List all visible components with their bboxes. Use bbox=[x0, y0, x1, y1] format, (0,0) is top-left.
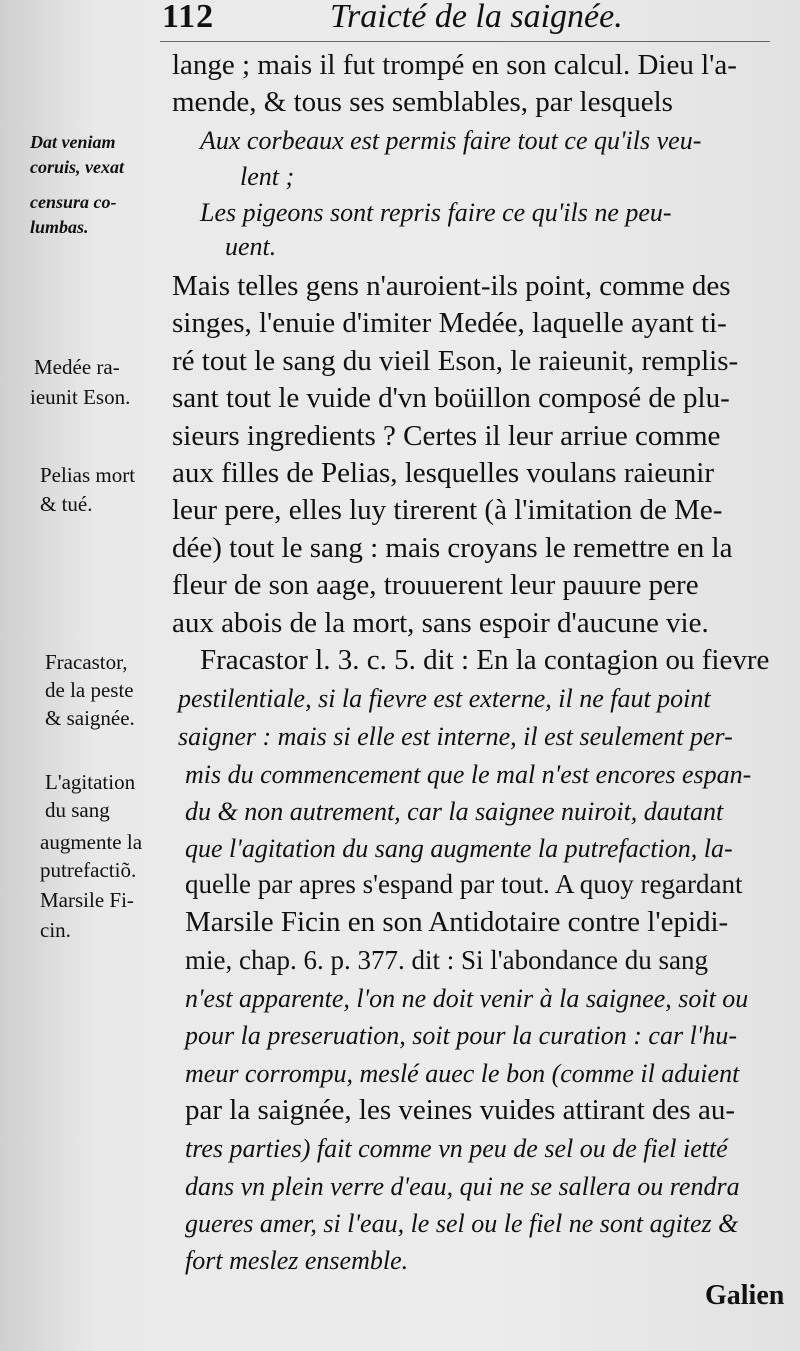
margin-note: Dat veniam bbox=[30, 132, 116, 152]
text-line: par la saignée, les veines vuides attirant des au- bbox=[185, 1094, 735, 1126]
margin-note: & tué. bbox=[40, 492, 93, 516]
italic-line: fort meslez ensemble. bbox=[185, 1246, 409, 1275]
running-title: Traicté de la saignée. bbox=[330, 0, 623, 35]
italic-line: tres parties) fait comme vn peu de sel ou de fiel ietté bbox=[185, 1134, 728, 1163]
margin-note: & saignée. bbox=[45, 706, 135, 730]
catchword: Galien bbox=[705, 1280, 785, 1311]
text-line: mende, & tous ses semblables, par lesquels bbox=[172, 86, 673, 118]
text-line: dée) tout le sang : mais croyans le remettre en la bbox=[172, 532, 733, 564]
text-line: quelle par apres s'espand par tout. A quoy regardant bbox=[185, 869, 743, 899]
italic-line: dans vn plein verre d'eau, qui ne se sallera ou rendra bbox=[185, 1172, 740, 1201]
margin-note: cin. bbox=[40, 918, 71, 942]
italic-line: pestilentiale, si la fievre est externe, il ne faut point bbox=[178, 684, 711, 713]
text-line: singes, l'enuie d'imiter Medée, laquelle ayant ti- bbox=[172, 307, 727, 339]
text-line: sieurs ingredients ? Certes il leur arriue comme bbox=[172, 420, 721, 452]
italic-line: du & non autrement, car la saignee nuiroit, dautant bbox=[185, 797, 724, 826]
italic-line: que l'agitation du sang augmente la putrefaction, la- bbox=[185, 834, 733, 863]
margin-note: Marsile Fi- bbox=[40, 888, 134, 912]
text-line: leur pere, elles luy tirerent (à l'imitation de Me- bbox=[172, 494, 723, 526]
italic-line: n'est apparente, l'on ne doit venir à la saignee, soit ou bbox=[185, 984, 749, 1013]
italic-line: saigner : mais si elle est interne, il est seulement per- bbox=[178, 722, 733, 751]
text-line: aux filles de Pelias, lesquelles voulans raieunir bbox=[172, 457, 714, 489]
italic-line: gueres amer, si l'eau, le sel ou le fiel ne sont agitez & bbox=[185, 1209, 739, 1238]
text-line: aux abois de la mort, sans espoir d'aucune vie. bbox=[172, 607, 709, 639]
verse-line: Aux corbeaux est permis faire tout ce qu'ils veu- bbox=[200, 126, 702, 155]
page-header bbox=[150, 0, 790, 40]
margin-note: Fracastor, bbox=[45, 650, 128, 674]
verse-line: Les pigeons sont repris faire ce qu'ils ne peu- bbox=[200, 198, 672, 227]
page-number: 112 bbox=[162, 0, 215, 35]
header-rule bbox=[160, 41, 770, 42]
margin-note: L'agitation bbox=[45, 770, 136, 794]
margin-note: Medée ra- bbox=[34, 355, 120, 379]
text-line: mie, chap. 6. p. 377. dit : Si l'abondance du sang bbox=[185, 945, 709, 975]
text-line: Fracastor l. 3. c. 5. dit : En la contagion ou fievre bbox=[200, 644, 770, 676]
text-line: ré tout le sang du vieil Eson, le raieunit, remplis- bbox=[172, 345, 739, 377]
verse-line: uent. bbox=[225, 232, 277, 261]
margin-note: censura co- bbox=[30, 192, 117, 212]
margin-note: Pelias mort bbox=[40, 463, 136, 487]
margin-note: putrefactiõ. bbox=[40, 858, 137, 882]
verse-line: lent ; bbox=[240, 162, 295, 191]
italic-line: meur corrompu, meslé auec le bon (comme il aduient bbox=[185, 1059, 740, 1088]
margin-note: du sang bbox=[45, 798, 110, 822]
italic-line: mis du commencement que le mal n'est encores espan- bbox=[185, 760, 752, 789]
text-line: sant tout le vuide d'vn boüillon composé de plu- bbox=[172, 382, 730, 414]
italic-line: pour la preseruation, soit pour la curation : car l'hu- bbox=[185, 1021, 738, 1050]
text-line: lange ; mais il fut trompé en son calcul. Dieu l'a- bbox=[172, 49, 737, 81]
margin-note: augmente la bbox=[40, 830, 143, 854]
margin-note: lumbas. bbox=[30, 217, 89, 237]
text-line: Marsile Ficin en son Antidotaire contre l'epidi- bbox=[185, 906, 729, 938]
text-line: Mais telles gens n'auroient-ils point, comme des bbox=[172, 270, 731, 302]
margin-note: coruis, vexat bbox=[30, 157, 124, 177]
margin-note: de la peste bbox=[45, 678, 134, 702]
margin-note: ieunit Eson. bbox=[30, 385, 131, 409]
text-line: fleur de son aage, trouuerent leur pauure pere bbox=[172, 569, 699, 601]
